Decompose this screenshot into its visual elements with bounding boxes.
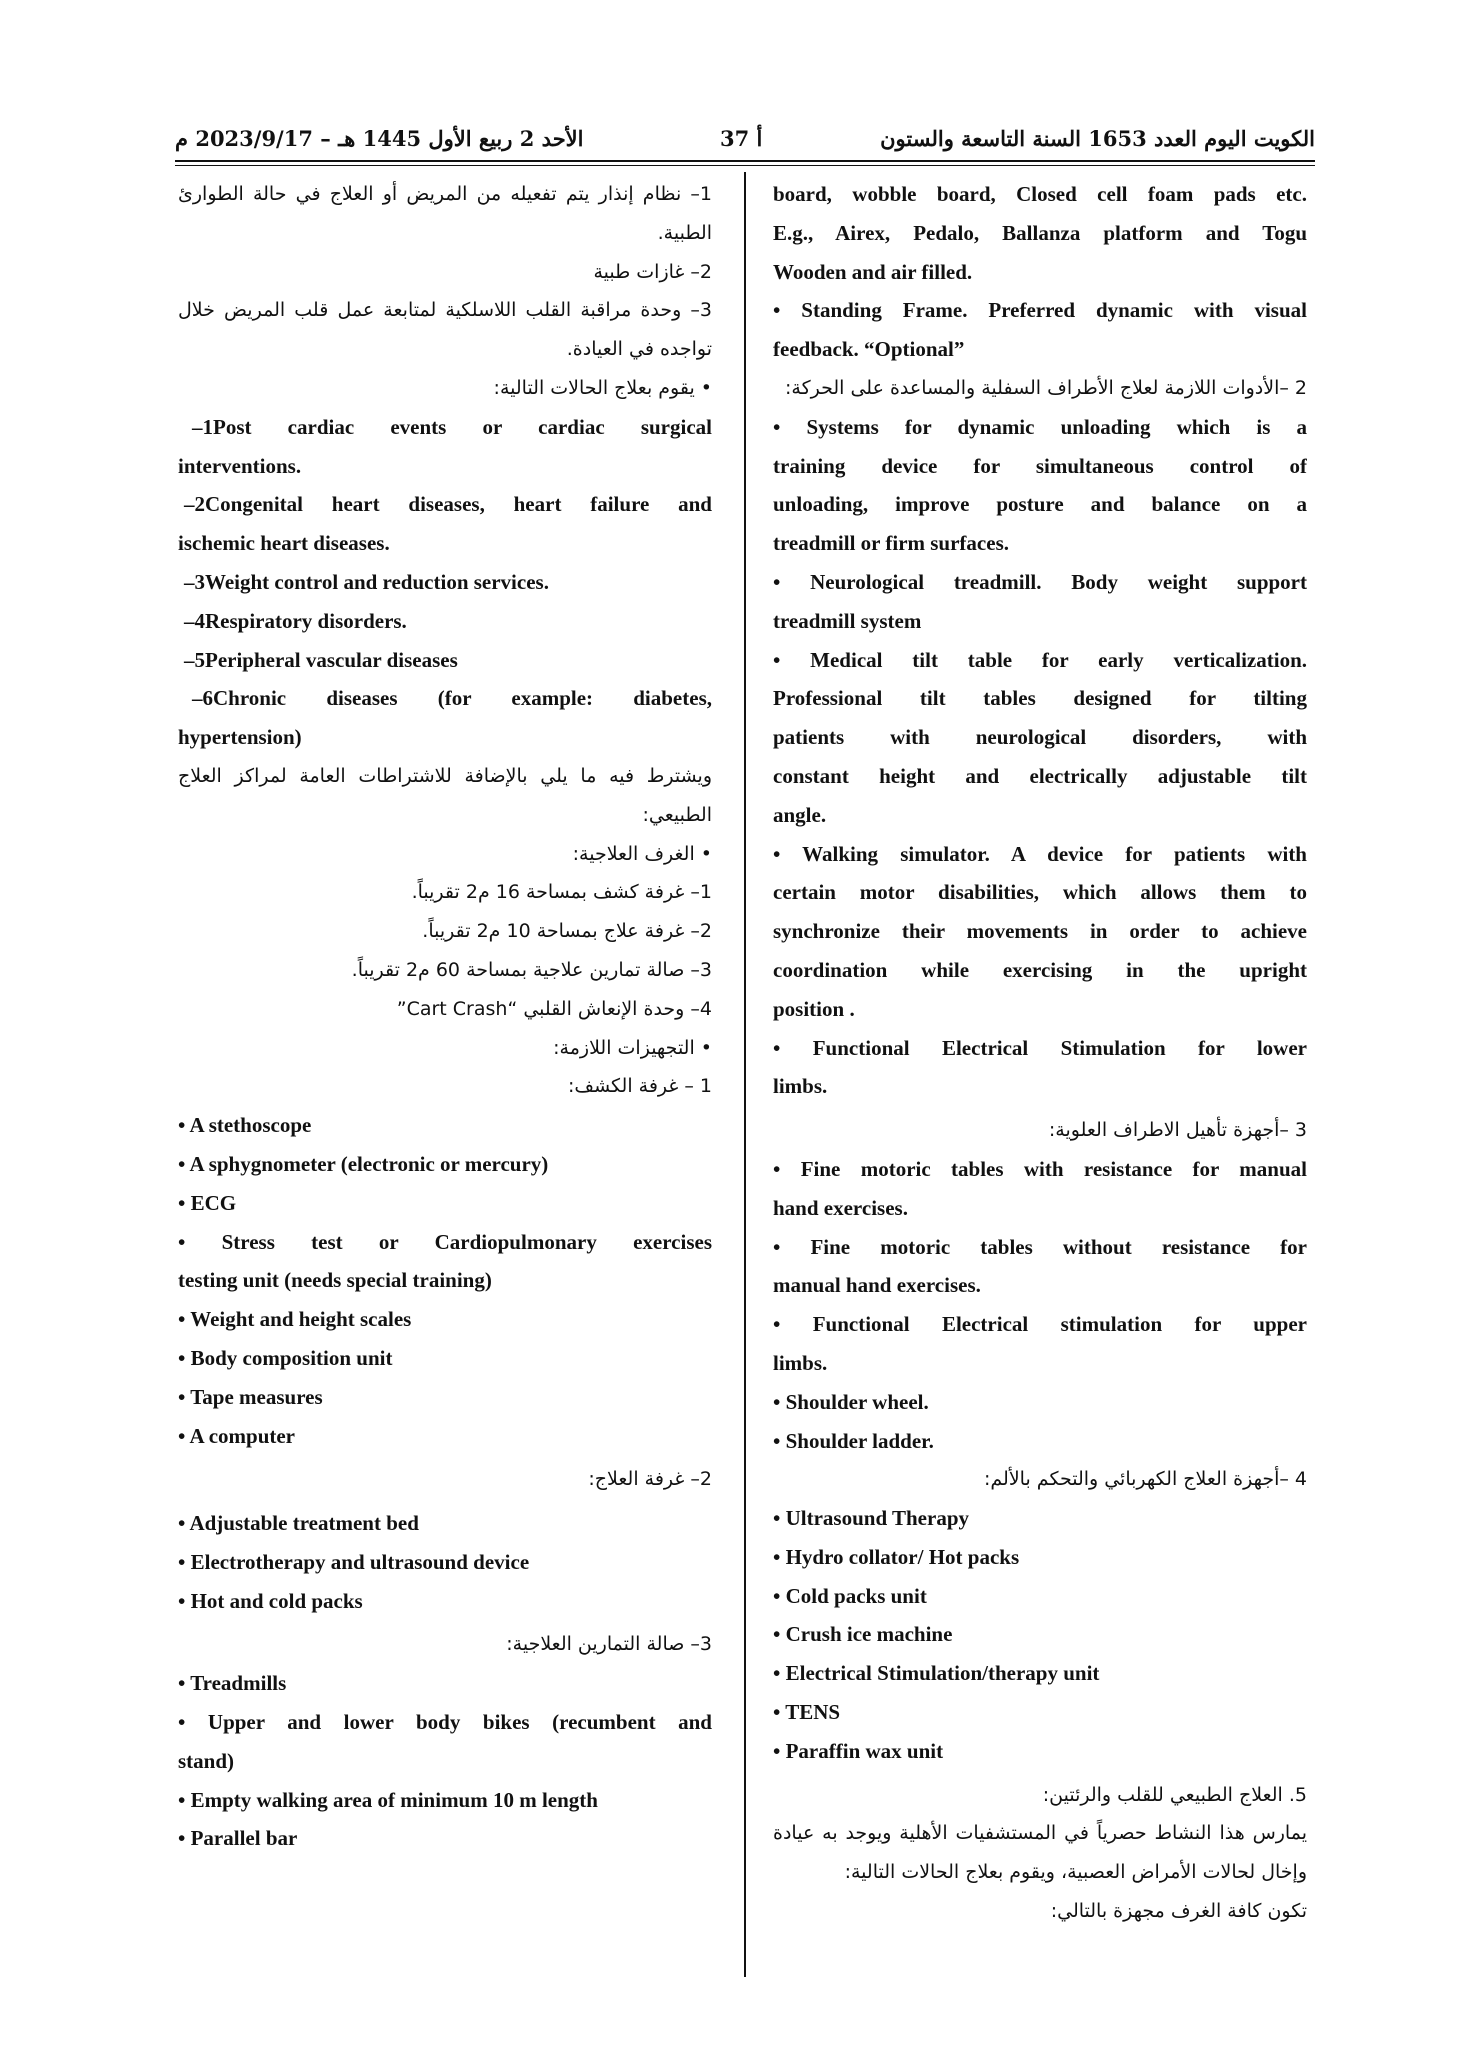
text-line: • Body composition unit [178, 1345, 393, 1370]
text-line: • Neurological treadmill. Body weight support [773, 569, 1307, 594]
text-line: • Adjustable treatment bed [178, 1511, 419, 1536]
text-line: board, wobble board, Closed cell foam pads etc. [773, 182, 1307, 206]
text-line: • Hydro collator/ Hot packs [773, 1544, 1020, 1569]
text-line: • A sphygnometer (electronic or mercury) [178, 1151, 549, 1176]
text-line: E.g., Airex, Pedalo, Ballanza platform and Togu [773, 220, 1307, 245]
text-line: 4– وحدة الإنعاش القلبي “Cart Crash” [396, 997, 712, 1020]
text-line: • التجهيزات اللازمة: [553, 1036, 712, 1059]
text-line: constant height and electrically adjustable tilt [773, 763, 1307, 788]
text-line: –2Congenital heart diseases, heart failure and [184, 492, 712, 517]
text-line: • Cold packs unit [773, 1583, 927, 1608]
text-line: 3 –أجهزة تأهيل الاطراف العلوية: [1048, 1119, 1307, 1142]
header-rule-thin [175, 165, 1315, 166]
text-line: • ECG [178, 1190, 237, 1215]
text-line: coordination while exercising in the upright [773, 957, 1307, 982]
text-line: 2– غرفة علاج بمساحة 10 م2 تقريباً. [422, 920, 712, 943]
text-line: • Medical tilt table for early verticalization. [773, 647, 1307, 672]
text-line: تواجده في العيادة. [566, 338, 712, 361]
text-line: –6Chronic diseases (for example: diabetes, [192, 686, 712, 711]
text-line: • Parallel bar [178, 1826, 298, 1851]
text-line: الطبية. [657, 221, 712, 244]
text-line: unloading, improve posture and balance on a [773, 492, 1307, 517]
text-line: • Functional Electrical Stimulation for lower [773, 1035, 1307, 1060]
text-line: certain motor disabilities, which allows them to [773, 880, 1307, 905]
text-line: • الغرف العلاجية: [572, 842, 712, 865]
text-line: ischemic heart diseases. [178, 531, 390, 556]
text-line: hand exercises. [773, 1195, 908, 1220]
text-line: 1– نظام إنذار يتم تفعيله من المريض أو العلاج في حالة الطوارئ [178, 183, 712, 205]
text-line: • Shoulder wheel. [773, 1389, 929, 1414]
text-line: Wooden and air filled. [773, 259, 973, 284]
text-line: • Paraffin wax unit [773, 1738, 944, 1763]
text-line: –3Weight control and reduction services. [184, 569, 549, 594]
text-line: • Weight and height scales [178, 1307, 412, 1332]
text-line: وإخال لحالات الأمراض العصبية، ويقوم بعلاج الحالات التالية: [844, 1861, 1307, 1884]
text-line: • Functional Electrical stimulation for upper [773, 1312, 1307, 1337]
text-line: treadmill or firm surfaces. [773, 531, 1009, 556]
text-line: 5. العلاج الطبيعي للقلب والرئتين: [1042, 1783, 1307, 1806]
text-line: stand) [178, 1748, 235, 1773]
text-line: يمارس هذا النشاط حصرياً في المستشفيات الأهلية ويوجد به عيادة [773, 1822, 1307, 1845]
text-line: • Crush ice machine [773, 1622, 953, 1647]
text-line: • Treadmills [178, 1671, 287, 1696]
text-line: Professional tilt tables designed for tilting [773, 686, 1307, 711]
text-line: position . [773, 996, 855, 1021]
text-line: • Fine motoric tables with resistance for manual [773, 1156, 1307, 1181]
text-line: –5Peripheral vascular diseases [184, 647, 458, 672]
text-line: • Standing Frame. Preferred dynamic with visual [773, 298, 1307, 323]
text-line: manual hand exercises. [773, 1273, 981, 1298]
text-line: • Systems for dynamic unloading which is a [773, 414, 1307, 439]
page-header [175, 118, 1315, 158]
text-line: • Tape measures [178, 1384, 323, 1409]
text-line: treadmill system [773, 608, 922, 633]
text-line: • Hot and cold packs [178, 1588, 363, 1613]
text-line: • Empty walking area of minimum 10 m length [178, 1787, 598, 1812]
text-line: interventions. [178, 453, 302, 478]
text-line: • Upper and lower body bikes (recumbent and [178, 1710, 712, 1735]
text-line: • A stethoscope [178, 1113, 312, 1138]
text-line: limbs. [773, 1074, 828, 1099]
text-line: 2– غازات طبية [593, 260, 712, 283]
text-line: • Stress test or Cardiopulmonary exercises [178, 1229, 712, 1254]
text-line: limbs. [773, 1350, 828, 1375]
header-issue-info: الكويت اليوم العدد 1653 السنة التاسعة والستون [880, 126, 1315, 151]
left-column [178, 175, 712, 1858]
text-line: 3– وحدة مراقبة القلب اللاسلكية لمتابعة عمل قلب المريض خلال [178, 299, 712, 322]
header-page-number: أ 37 [720, 126, 763, 151]
text-line: 4 –أجهزة العلاج الكهربائي والتحكم بالألم: [984, 1468, 1307, 1491]
text-line: • A computer [178, 1423, 296, 1448]
text-line: 3– صالة التمارين العلاجية: [506, 1633, 712, 1656]
text-line: • Electrical Stimulation/therapy unit [773, 1661, 1100, 1686]
text-line: 2– غرفة العلاج: [588, 1468, 712, 1491]
text-line: ويشترط فيه ما يلي بالإضافة للاشتراطات العامة لمراكز العلاج [178, 764, 712, 787]
text-line: patients with neurological disorders, with [773, 725, 1307, 750]
text-line: hypertension) [178, 725, 302, 750]
header-rule-thick [175, 160, 1315, 162]
column-divider [744, 172, 746, 1977]
text-line: –1Post cardiac events or cardiac surgical [192, 414, 712, 439]
text-line: الطبيعي: [642, 803, 712, 826]
text-line: • Electrotherapy and ultrasound device [178, 1549, 530, 1574]
text-line: • Shoulder ladder. [773, 1428, 934, 1453]
right-column [773, 175, 1307, 1931]
text-line: angle. [773, 802, 827, 827]
text-line: feedback. “Optional” [773, 337, 965, 362]
text-line: 1– غرفة كشف بمساحة 16 م2 تقريباً. [411, 881, 712, 904]
text-line: testing unit (needs special training) [178, 1268, 492, 1293]
text-line: 1 – غرفة الكشف: [568, 1075, 712, 1098]
text-line: • TENS [773, 1700, 841, 1725]
text-line: synchronize their movements in order to achieve [773, 919, 1307, 944]
text-line: training device for simultaneous control of [773, 453, 1307, 478]
text-line: • Walking simulator. A device for patients with [773, 841, 1307, 866]
text-line: 3– صالة تمارين علاجية بمساحة 60 م2 تقريباً. [351, 958, 712, 981]
text-line: • يقوم بعلاج الحالات التالية: [493, 376, 712, 399]
text-line: • Fine motoric tables without resistance for [773, 1234, 1307, 1259]
text-line: 2 –الأدوات اللازمة لعلاج الأطراف السفلية والمساعدة على الحركة: [784, 376, 1307, 399]
text-line: تكون كافة الغرف مجهزة بالتالي: [1050, 1900, 1307, 1923]
text-line: –4Respiratory disorders. [184, 608, 407, 633]
text-line: • Ultrasound Therapy [773, 1506, 970, 1531]
header-date: الأحد 2 ربيع الأول 1445 هـ – 2023/9/17 م [175, 126, 584, 151]
